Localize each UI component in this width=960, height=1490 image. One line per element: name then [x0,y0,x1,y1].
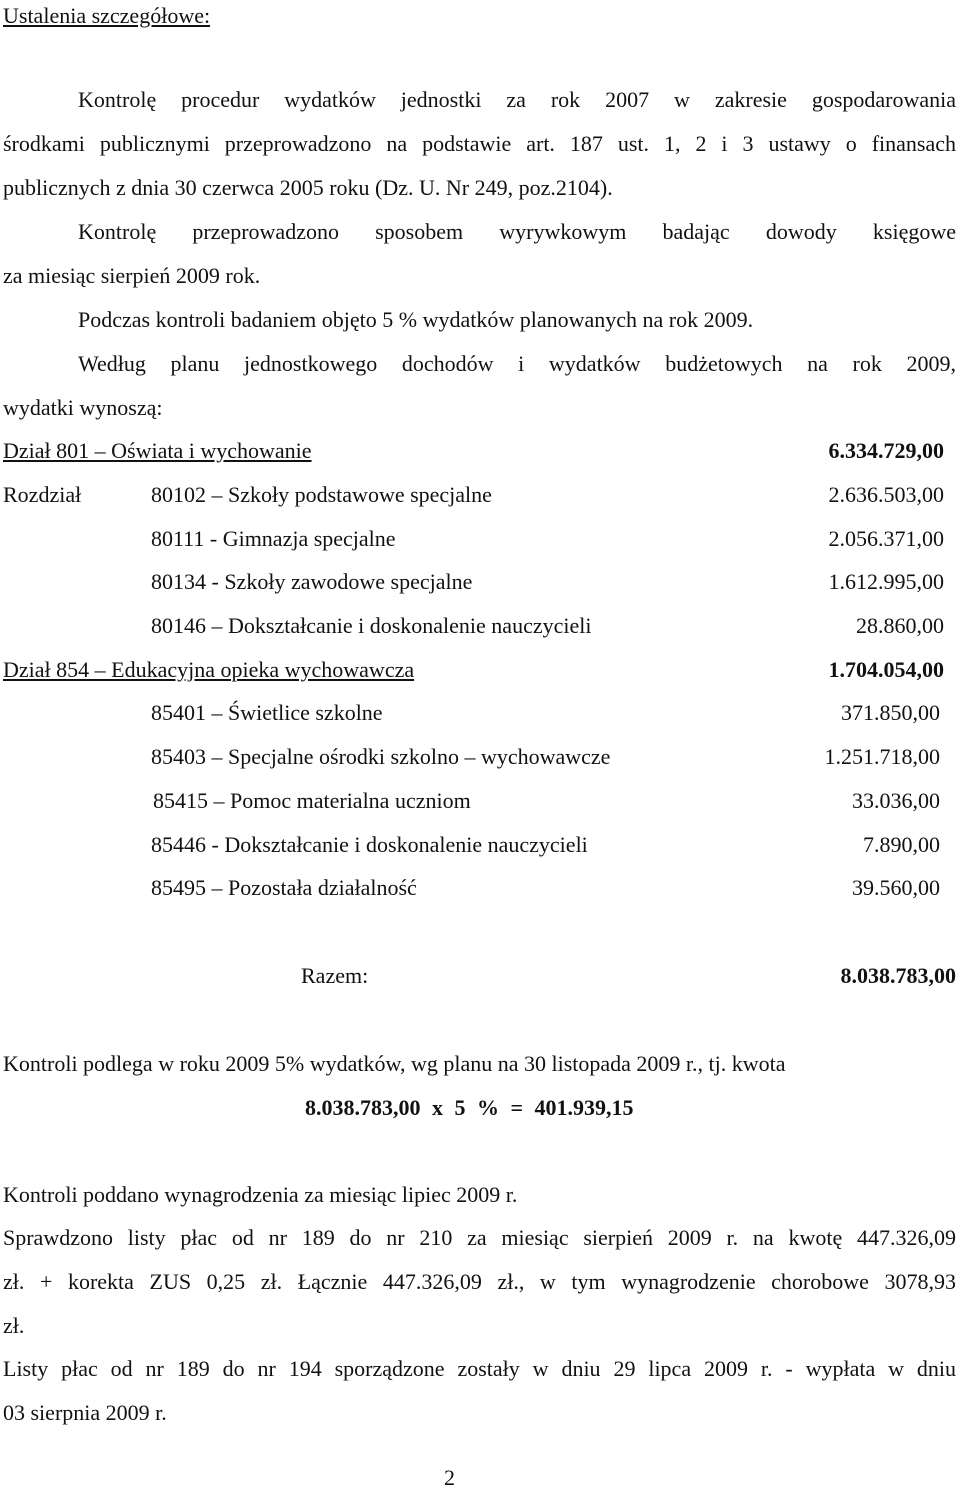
payroll-line-3: zł. + korekta ZUS 0,25 zł. Łącznie 447.326,09 zł., w tym wynagrodzenie chorobowe 3078,93 [3,1269,956,1294]
total-label: Razem: [301,963,369,988]
rozdzial-label: Rozdział [3,482,82,507]
rozdzial-85446-label: 85446 - Dokształcanie i doskonalenie nauczycieli [151,832,588,857]
payroll-line-1: Kontroli poddano wynagrodzenia za miesiąc lipiec 2009 r. [3,1182,518,1207]
intro-paragraph-1-line-1: Kontrolę procedur wydatków jednostki za rok 2007 w zakresie gospodarowania [78,87,956,112]
control-formula: 8.038.783,00 x 5 % = 401.939,15 [305,1095,634,1120]
rozdzial-80102-amount: 2.636.503,00 [828,482,944,507]
rozdzial-80102-label: 80102 – Szkoły podstawowe specjalne [151,482,492,507]
rozdzial-80134-amount: 1.612.995,00 [828,569,944,594]
payroll-line-6: 03 sierpnia 2009 r. [3,1400,167,1425]
page-number: 2 [444,1465,455,1490]
payroll-line-2: Sprawdzono listy płac od nr 189 do nr 210 za miesiąc sierpień 2009 r. na kwotę 447.326,09 [3,1225,956,1250]
intro-paragraph-4-line-2: wydatki wynoszą: [3,395,163,420]
rozdzial-85403-label: 85403 – Specjalne ośrodki szkolno – wychowawcze [151,744,611,769]
intro-paragraph-1-line-2: środkami publicznymi przeprowadzono na podstawie art. 187 ust. 1, 2 i 3 ustawy o finansach [3,131,956,156]
intro-paragraph-4-line-1: Według planu jednostkowego dochodów i wydatków budżetowych na rok 2009, [78,351,956,376]
rozdzial-85495-label: 85495 – Pozostała działalność [151,875,417,900]
rozdzial-80111-label: 80111 - Gimnazja specjalne [151,526,396,551]
intro-paragraph-2-line-1: Kontrolę przeprowadzono sposobem wyrywkowym badając dowody księgowe [78,219,956,244]
rozdzial-80146-amount: 28.860,00 [856,613,944,638]
payroll-line-4: zł. [3,1313,25,1338]
dzial-801-amount: 6.334.729,00 [828,438,944,463]
rozdzial-85446-amount: 7.890,00 [863,832,940,857]
rozdzial-85415-amount: 33.036,00 [852,788,940,813]
payroll-line-5: Listy płac od nr 189 do nr 194 sporządzone zostały w dniu 29 lipca 2009 r. - wypłata w dniu [3,1356,956,1381]
intro-paragraph-2-line-2: za miesiąc sierpień 2009 rok. [3,263,261,288]
rozdzial-85401-label: 85401 – Świetlice szkolne [151,700,383,725]
rozdzial-85403-amount: 1.251.718,00 [824,744,940,769]
intro-paragraph-1-line-3: publicznych z dnia 30 czerwca 2005 roku (Dz. U. Nr 249, poz.2104). [3,175,613,200]
rozdzial-85401-amount: 371.850,00 [841,700,940,725]
rozdzial-80146-label: 80146 – Dokształcanie i doskonalenie nauczycieli [151,613,592,638]
rozdzial-80111-amount: 2.056.371,00 [828,526,944,551]
dzial-854-label: Dział 854 – Edukacyjna opieka wychowawcza [3,657,415,682]
rozdzial-80134-label: 80134 - Szkoły zawodowe specjalne [151,569,473,594]
dzial-854-amount: 1.704.054,00 [828,657,944,682]
intro-paragraph-3: Podczas kontroli badaniem objęto 5 % wydatków planowanych na rok 2009. [78,307,754,332]
dzial-801-label: Dział 801 – Oświata i wychowanie [3,438,312,463]
rozdzial-85415-label: 85415 – Pomoc materialna uczniom [153,788,471,813]
section-heading: Ustalenia szczegółowe: [3,3,211,28]
rozdzial-85495-amount: 39.560,00 [852,875,940,900]
control-scope-text: Kontroli podlega w roku 2009 5% wydatków, wg planu na 30 listopada 2009 r., tj. kwota [3,1051,786,1076]
total-amount: 8.038.783,00 [840,963,956,988]
